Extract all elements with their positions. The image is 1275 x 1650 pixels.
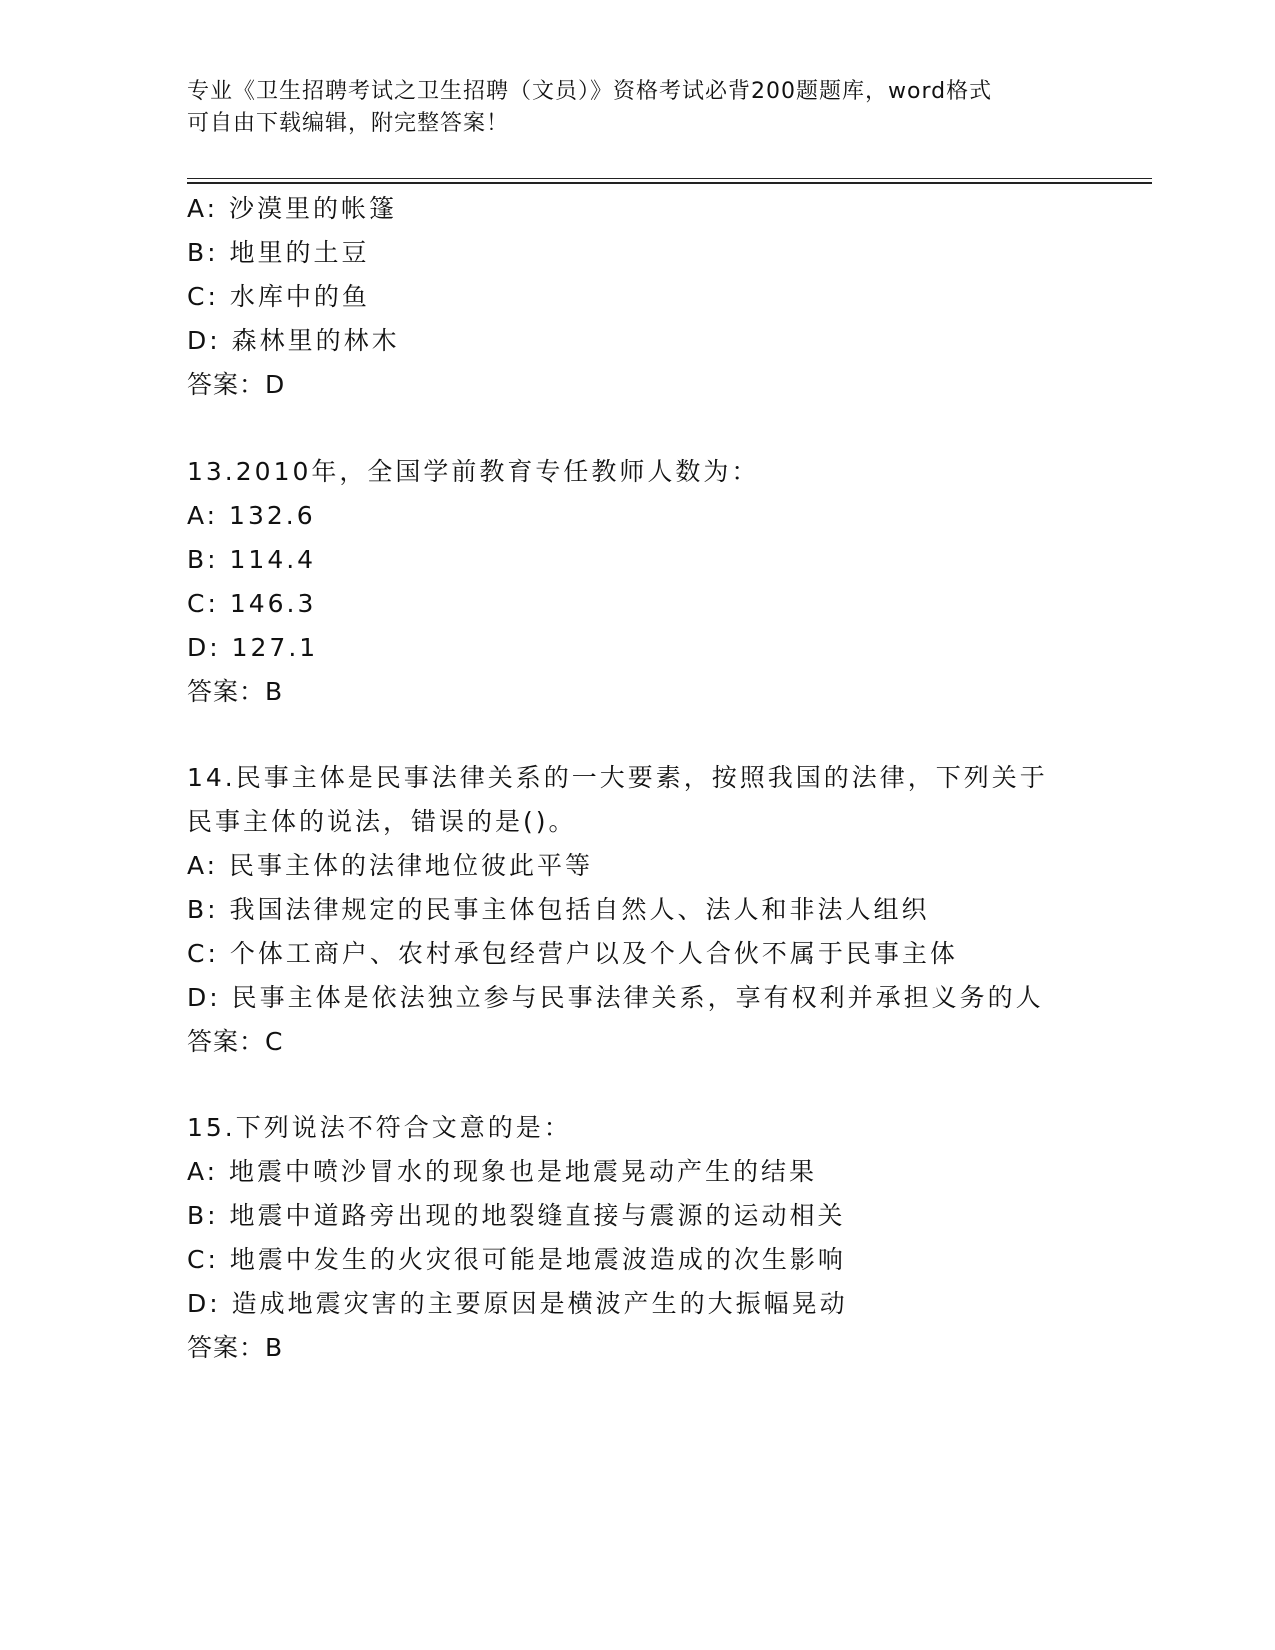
q14-option-b: B: 我国法律规定的民事主体包括自然人、法人和非法人组织: [187, 895, 930, 924]
q14-question-line-2: 民事主体的说法，错误的是()。: [187, 807, 577, 836]
q14-question-line-1: 14.民事主体是民事法律关系的一大要素，按照我国的法律，下列关于: [187, 763, 1048, 792]
q12-answer: 答案：D: [187, 370, 286, 399]
header-divider-top: [187, 178, 1152, 179]
q13-option-b: B: 114.4: [187, 545, 317, 574]
header-divider-bottom: [187, 182, 1152, 184]
q13-option-a: A: 132.6: [187, 501, 316, 530]
q15-option-d: D: 造成地震灾害的主要原因是横波产生的大振幅晃动: [187, 1289, 848, 1318]
q12-option-c: C: 水库中的鱼: [187, 282, 370, 311]
q15-option-a: A: 地震中喷沙冒水的现象也是地震晃动产生的结果: [187, 1157, 818, 1186]
q15-question: 15.下列说法不符合文意的是：: [187, 1113, 572, 1142]
q15-option-c: C: 地震中发生的火灾很可能是地震波造成的次生影响: [187, 1245, 846, 1274]
header-line-2: 可自由下载编辑，附完整答案！: [187, 111, 510, 136]
q13-option-d: D: 127.1: [187, 633, 319, 662]
q13-option-c: C: 146.3: [187, 589, 317, 618]
q15-answer: 答案：B: [187, 1333, 284, 1362]
q13-answer: 答案：B: [187, 677, 284, 706]
header-line-1: 专业《卫生招聘考试之卫生招聘（文员）》资格考试必背200题题库，word格式: [187, 79, 993, 104]
q12-option-a: A: 沙漠里的帐篷: [187, 194, 398, 223]
document-header: [187, 76, 1067, 140]
q14-option-a: A: 民事主体的法律地位彼此平等: [187, 851, 594, 880]
q14-option-c: C: 个体工商户、农村承包经营户以及个人合伙不属于民事主体: [187, 939, 958, 968]
q14-answer: 答案：C: [187, 1027, 284, 1056]
q15-option-b: B: 地震中道路旁出现的地裂缝直接与震源的运动相关: [187, 1201, 846, 1230]
q12-option-d: D: 森林里的林木: [187, 326, 400, 355]
q12-option-b: B: 地里的土豆: [187, 238, 370, 267]
q14-option-d: D: 民事主体是依法独立参与民事法律关系，享有权利并承担义务的人: [187, 983, 1044, 1012]
q13-question: 13.2010年，全国学前教育专任教师人数为：: [187, 457, 760, 486]
